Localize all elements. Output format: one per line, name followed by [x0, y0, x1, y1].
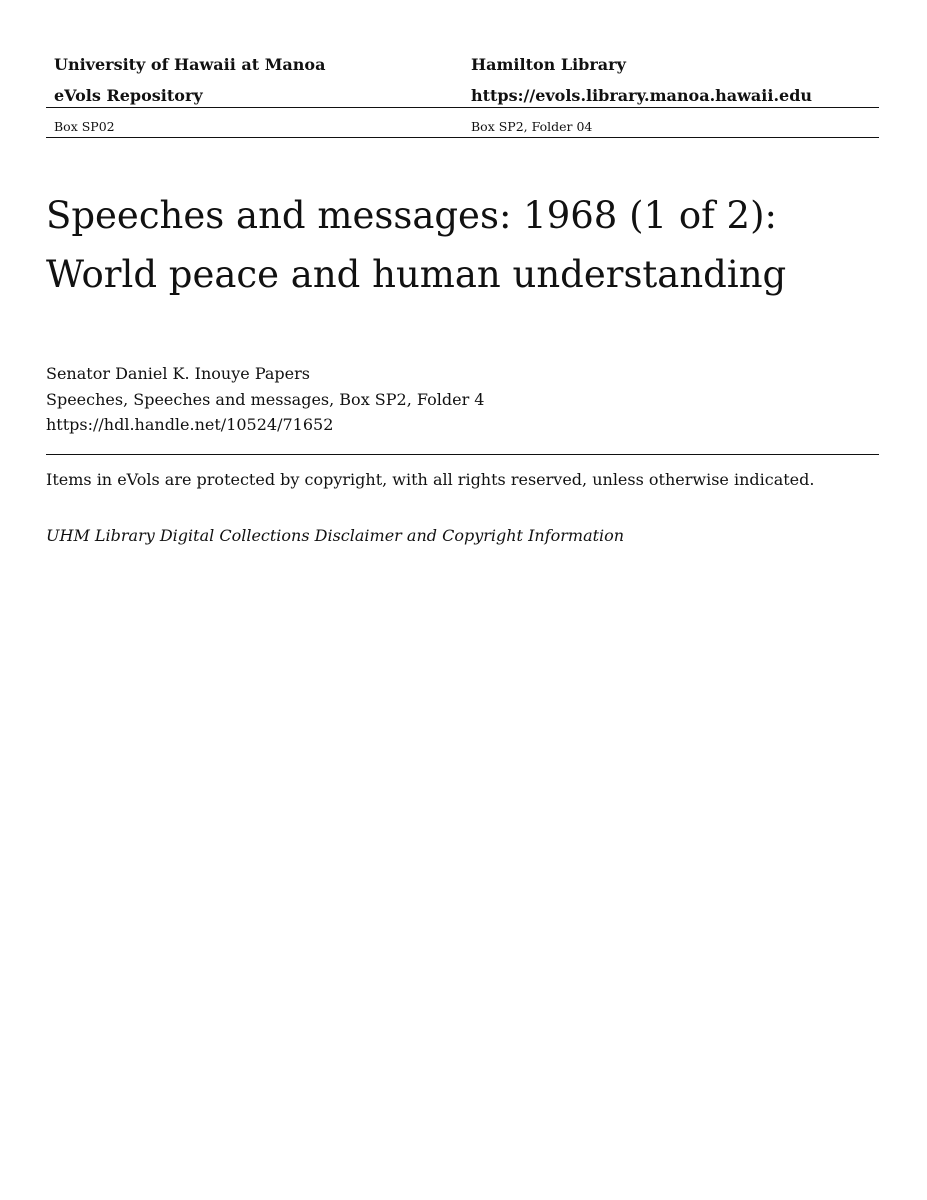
header-row-2 [46, 86, 879, 116]
header-divider-top [46, 107, 879, 108]
box-folder-label: Box SP2, Folder 04 [471, 119, 593, 134]
copyright-notice: Items in eVols are protected by copyright, with all rights reserved, unless otherwise indicated. [46, 470, 815, 489]
document-metadata [46, 361, 484, 438]
disclaimer-link[interactable]: UHM Library Digital Collections Disclaimer and Copyright Information [46, 526, 625, 545]
handle-link[interactable]: https://hdl.handle.net/10524/71652 [46, 415, 334, 434]
header-divider-bottom [46, 137, 879, 138]
series-info: Speeches, Speeches and messages, Box SP2, Folder 4 [46, 389, 485, 409]
collection-name: Senator Daniel K. Inouye Papers [46, 364, 310, 383]
library-name: Hamilton Library [471, 55, 626, 74]
box-label: Box SP02 [54, 119, 115, 134]
document-title [46, 186, 879, 304]
header-row-1 [46, 55, 879, 85]
repository-url-link[interactable]: https://evols.library.manoa.hawaii.edu [471, 86, 813, 105]
content-divider [46, 454, 879, 455]
title-line-2: World peace and human understanding [46, 253, 787, 296]
title-line-1: Speeches and messages: 1968 (1 of 2): [46, 194, 778, 237]
institution-name: University of Hawaii at Manoa [54, 55, 326, 74]
repository-name: eVols Repository [54, 86, 203, 105]
